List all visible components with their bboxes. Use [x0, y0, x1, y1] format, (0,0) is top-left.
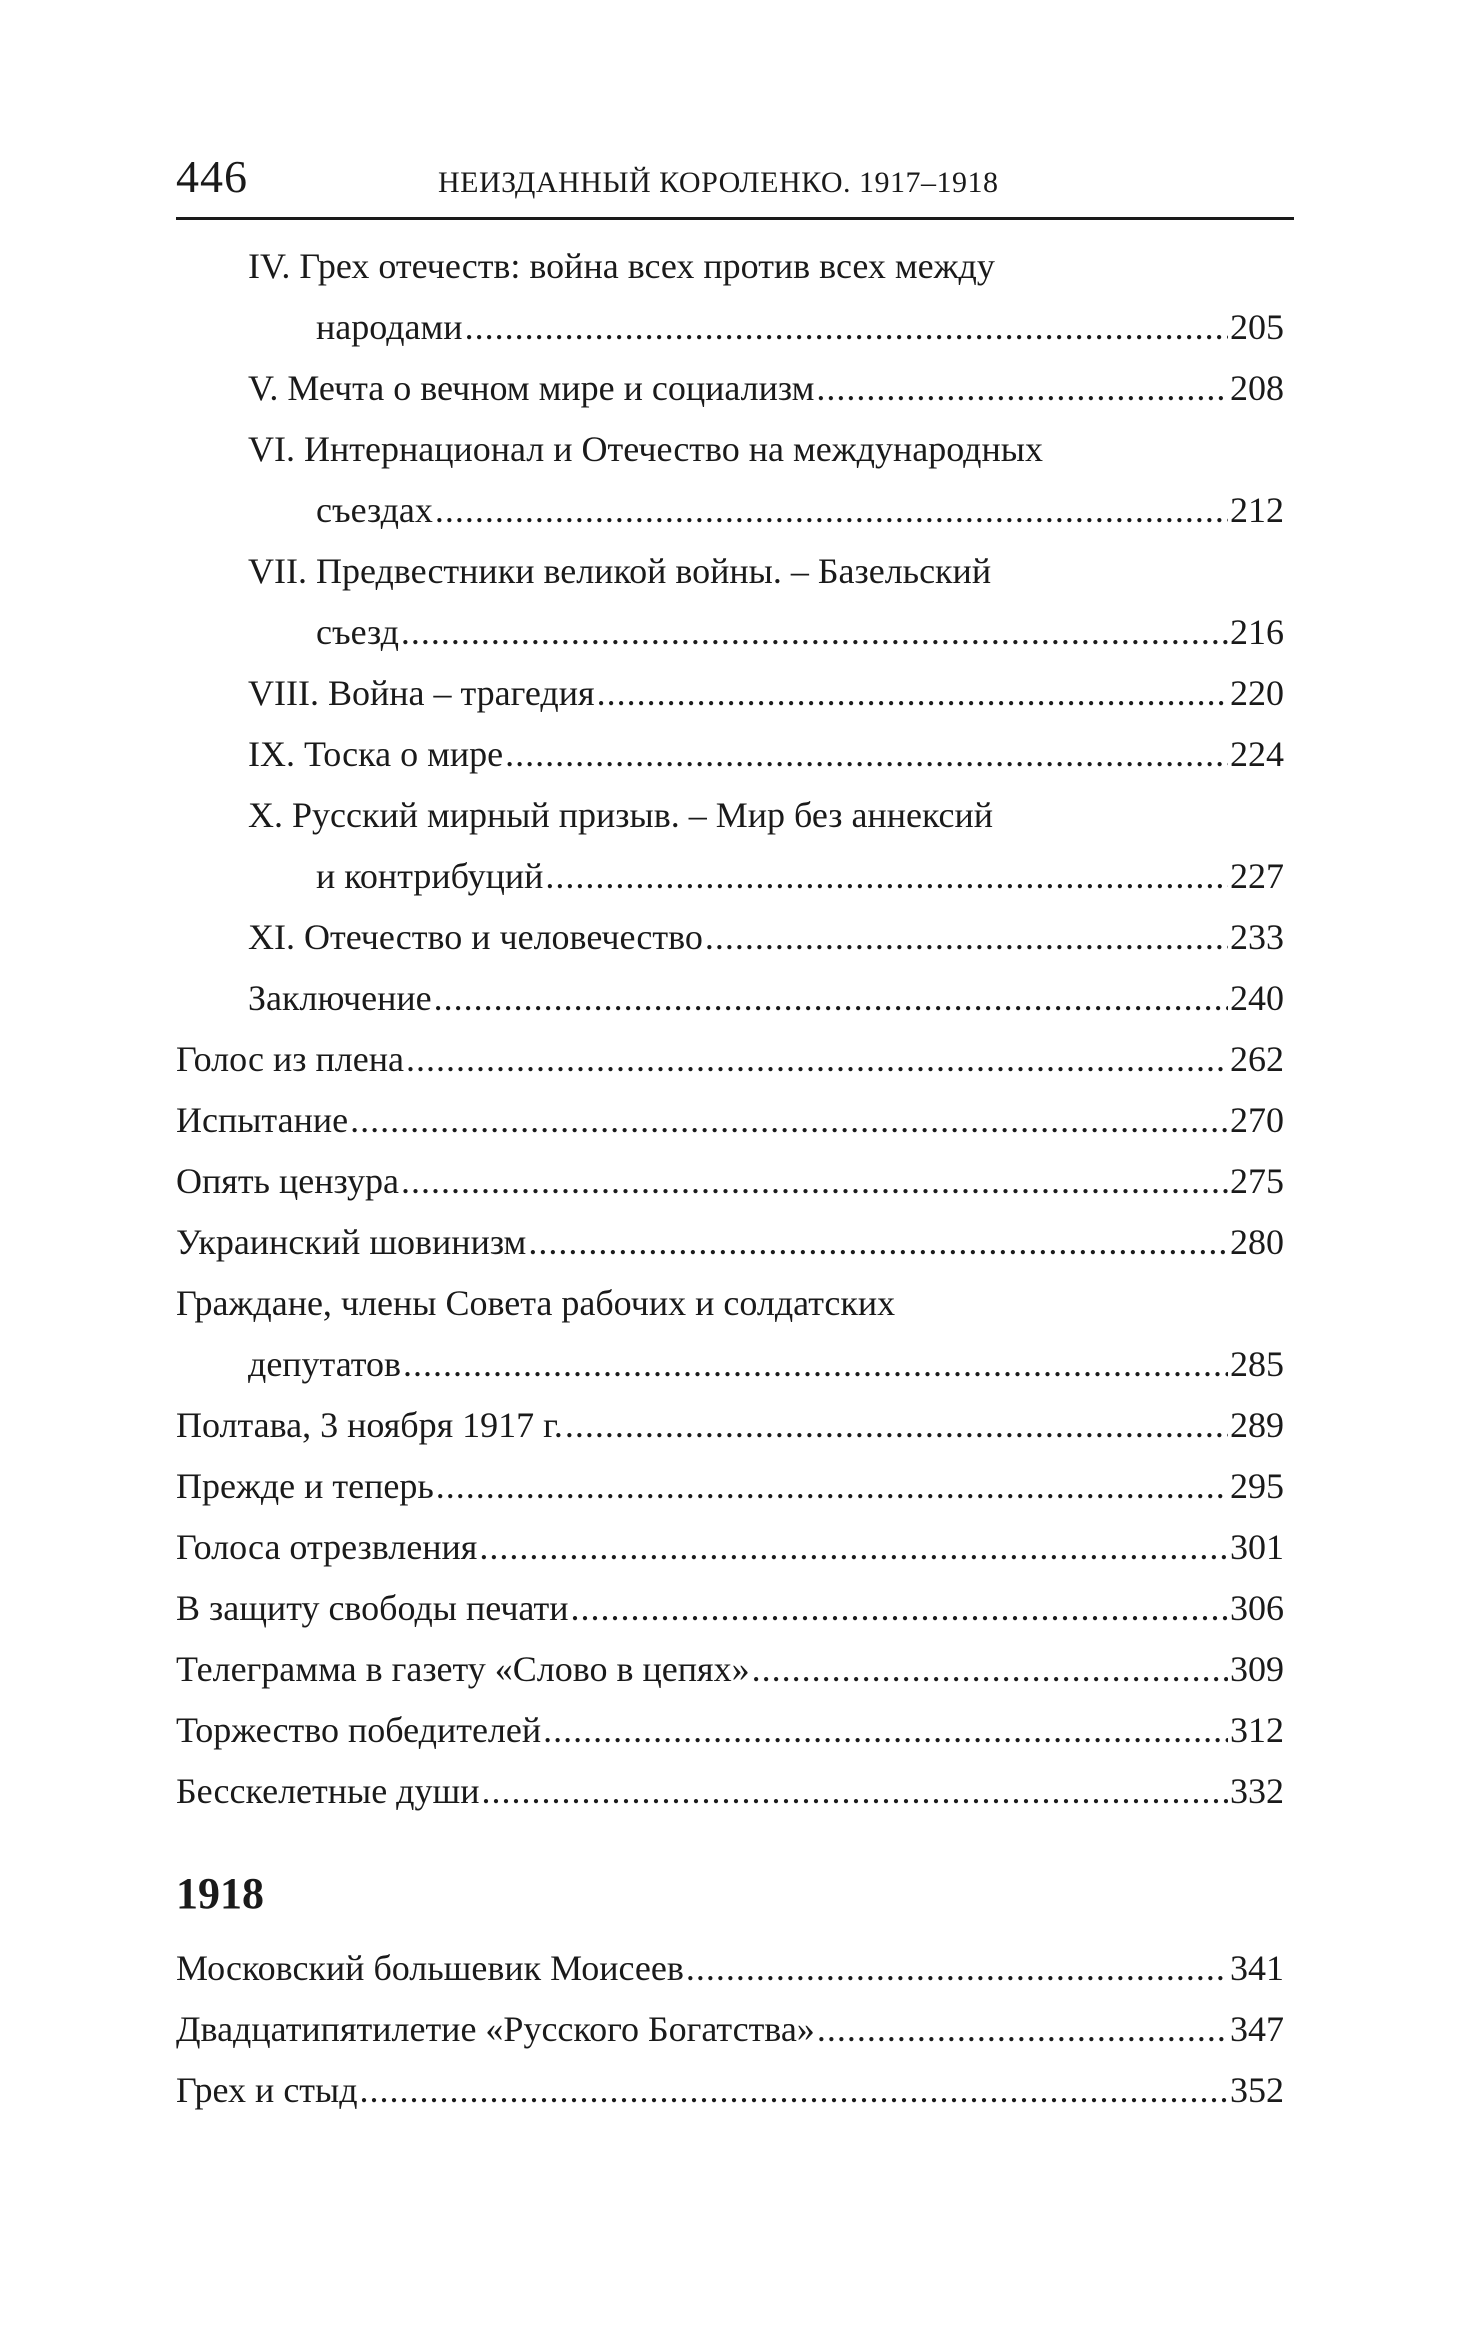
toc-entry [176, 663, 1284, 724]
toc-entry [176, 724, 1284, 785]
toc-entry-title: съездах [316, 490, 433, 530]
toc-entry-first-line: IV. Грех отечеств: война всех против всех между [248, 246, 995, 286]
toc-entry [176, 846, 1284, 907]
toc-entry-title: IX. Тоска о мире [248, 734, 504, 774]
toc-entry-page: 295 [1230, 1466, 1284, 1506]
dot-leader [543, 1700, 1228, 1761]
toc-entry-title: Московский большевик Моисеев [176, 1948, 684, 1988]
toc-entry-page: 208 [1230, 368, 1284, 408]
toc-entry-first-line: Граждане, члены Совета рабочих и солдатских [176, 1283, 896, 1323]
toc-entry [176, 1999, 1284, 2060]
dot-leader [403, 1334, 1228, 1395]
toc-entry [176, 297, 1284, 358]
toc-entry [176, 1578, 1284, 1639]
toc-entry-page: 306 [1230, 1588, 1284, 1628]
dot-leader [686, 1938, 1228, 1999]
dot-leader [528, 1212, 1228, 1273]
toc-entry-page: 240 [1230, 978, 1284, 1018]
dot-leader [401, 1151, 1228, 1212]
toc-entry-page: 280 [1230, 1222, 1284, 1262]
toc-entry-title: Украинский шовинизм [176, 1222, 527, 1262]
toc-entry-title: народами [316, 307, 463, 347]
toc-entry-page: 347 [1230, 2009, 1284, 2049]
section-heading-1918: 1918 [176, 1869, 264, 1918]
toc-entry [176, 1938, 1284, 1999]
toc-entry [176, 1151, 1284, 1212]
toc-entry-title: депутатов [248, 1344, 402, 1384]
toc-entry-title: Двадцатипятилетие «Русского Богатства» [176, 2009, 815, 2049]
table-of-contents [176, 236, 1284, 1822]
toc-entry-page: 270 [1230, 1100, 1284, 1140]
toc-entry [176, 1700, 1284, 1761]
toc-entry [176, 1456, 1284, 1517]
toc-entry-title: съезд [316, 612, 399, 652]
page-number: 446 [176, 151, 248, 202]
toc-entry-page: 227 [1230, 856, 1284, 896]
toc-entry [176, 1212, 1284, 1273]
toc-entry-page: 289 [1230, 1405, 1284, 1445]
toc-entry-page: 262 [1230, 1039, 1284, 1079]
toc-entry-page: 220 [1230, 673, 1284, 713]
dot-leader [465, 297, 1228, 358]
toc-entry-title: Торжество победителей [176, 1710, 542, 1750]
dot-leader [350, 1090, 1228, 1151]
dot-leader [545, 846, 1228, 907]
dot-leader [436, 1456, 1228, 1517]
dot-leader [705, 907, 1228, 968]
toc-entry-title: Прежде и теперь [176, 1466, 434, 1506]
toc-entry-page: 205 [1230, 307, 1284, 347]
toc-entry-page: 341 [1230, 1948, 1284, 1988]
toc-entry [176, 1334, 1284, 1395]
toc-entry-title: Телеграмма в газету «Слово в цепях» [176, 1649, 750, 1689]
dot-leader [816, 358, 1228, 419]
toc-entry-title: V. Мечта о вечном мире и социализм [248, 368, 815, 408]
toc-entry-page: 216 [1230, 612, 1284, 652]
toc-entry-page: 312 [1230, 1710, 1284, 1750]
toc-entry [176, 968, 1284, 1029]
toc-entry-page: 285 [1230, 1344, 1284, 1384]
toc-entry-title: Опять цензура [176, 1161, 399, 1201]
toc-entry [176, 602, 1284, 663]
toc-entry [176, 1090, 1284, 1151]
dot-leader [401, 602, 1228, 663]
dot-leader [434, 968, 1228, 1029]
running-title: НЕИЗДАННЫЙ КОРОЛЕНКО. 1917–1918 [438, 166, 999, 199]
toc-entry-page: 224 [1230, 734, 1284, 774]
dot-leader [360, 2060, 1228, 2121]
toc-entry-title: Заключение [248, 978, 432, 1018]
toc-entry [176, 1029, 1284, 1090]
toc-entry [176, 1761, 1284, 1822]
toc-entry [176, 907, 1284, 968]
dot-leader [597, 663, 1228, 724]
table-of-contents-1918 [176, 1938, 1284, 2121]
toc-entry [176, 2060, 1284, 2121]
toc-entry-page: 301 [1230, 1527, 1284, 1567]
dot-leader [479, 1517, 1228, 1578]
toc-entry [176, 358, 1284, 419]
toc-entry [176, 1639, 1284, 1700]
toc-entry [176, 1395, 1284, 1456]
dot-leader [570, 1578, 1228, 1639]
dot-leader [752, 1639, 1228, 1700]
toc-entry-first-line: X. Русский мирный призыв. – Мир без аннексий [248, 795, 994, 835]
toc-entry-page: 352 [1230, 2070, 1284, 2110]
toc-entry-title: XI. Отечество и человечество [248, 917, 703, 957]
toc-entry-title: Грех и стыд [176, 2070, 358, 2110]
toc-entry [176, 480, 1284, 541]
toc-entry-page: 212 [1230, 490, 1284, 530]
toc-entry-page: 233 [1230, 917, 1284, 957]
toc-entry [176, 1517, 1284, 1578]
toc-entry-title: и контрибуций [316, 856, 544, 896]
toc-entry-title: В защиту свободы печати [176, 1588, 569, 1628]
toc-entry-page: 275 [1230, 1161, 1284, 1201]
toc-entry-title: Полтава, 3 ноября 1917 г. [176, 1405, 563, 1445]
toc-entry-title: Бесскелетные души [176, 1771, 480, 1811]
toc-entry-page: 309 [1230, 1649, 1284, 1689]
toc-entry-page: 332 [1230, 1771, 1284, 1811]
toc-entry-first-line: VII. Предвестники великой войны. – Базельский [248, 551, 992, 591]
page-header [176, 150, 1294, 220]
toc-entry-first-line: VI. Интернационал и Отечество на международных [248, 429, 1043, 469]
dot-leader [565, 1395, 1228, 1456]
dot-leader [482, 1761, 1229, 1822]
toc-entry-title: Голос из плена [176, 1039, 404, 1079]
dot-leader [406, 1029, 1228, 1090]
toc-entry-title: VIII. Война – трагедия [248, 673, 595, 713]
toc-entry-title: Голоса отрезвления [176, 1527, 478, 1567]
header-rule [176, 217, 1294, 220]
dot-leader [505, 724, 1228, 785]
dot-leader [435, 480, 1228, 541]
toc-entry-title: Испытание [176, 1100, 349, 1140]
dot-leader [817, 1999, 1228, 2060]
